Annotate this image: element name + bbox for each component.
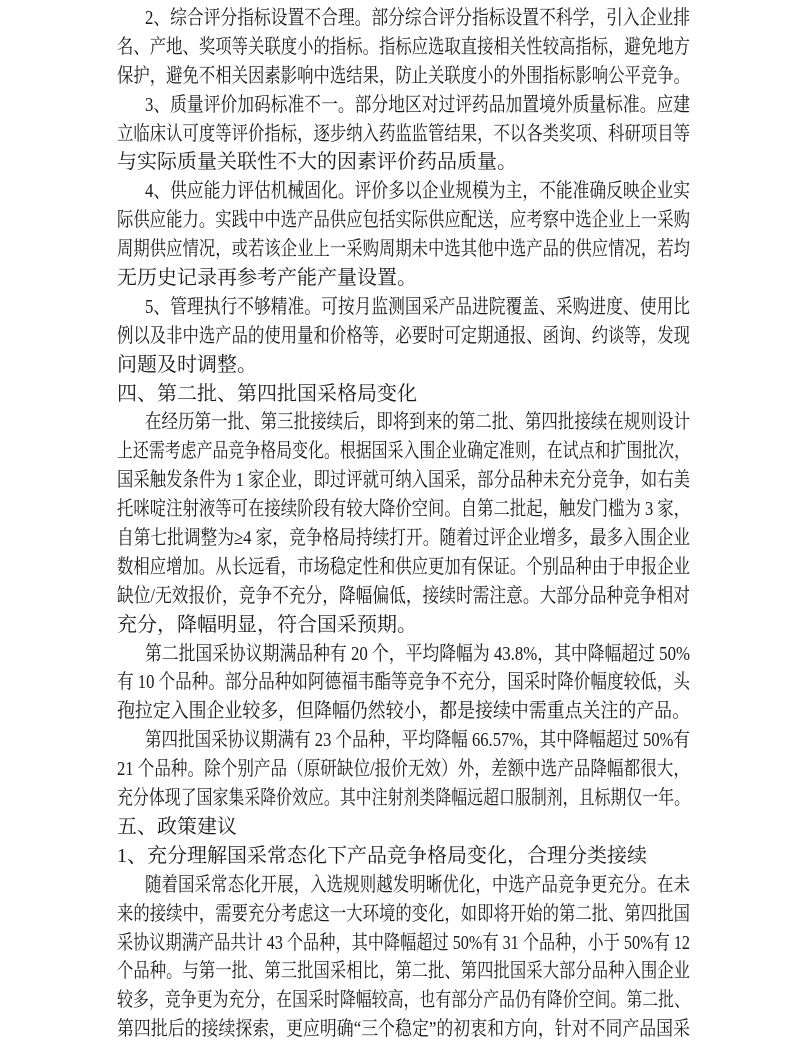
heading-line	[117, 842, 690, 871]
paragraph-line	[117, 611, 690, 640]
text-run: 第四批后的接续探索，更应明确“三个稳定”的初衷和方向，针对不同产品国采	[117, 1018, 690, 1041]
paragraph-line	[117, 755, 690, 784]
text-run: 2、综合评分指标设置不合理。部分综合评分指标设置不科学，引入企业排	[145, 7, 690, 29]
paragraph-line	[117, 293, 690, 322]
text-run: 无历史记录再参考产能产量设置。	[117, 267, 417, 290]
text-run: 国采触发条件为 1 家企业，即过评就可纳入国采，部分品种未充分竞争，如右美	[117, 469, 690, 492]
paragraph-line	[117, 322, 690, 351]
paragraph-line	[117, 437, 690, 466]
paragraph-line	[117, 726, 690, 755]
paragraph-line	[117, 495, 690, 524]
text-run: 名、产地、奖项等关联度小的指标。指标应选取直接相关性较高指标，避免地方	[117, 35, 690, 58]
paragraph-line	[117, 4, 690, 33]
paragraph-line	[117, 408, 690, 437]
document-body	[117, 4, 690, 1044]
paragraph-line	[117, 957, 690, 986]
text-run: 21 个品种。除个别产品（原研缺位/报价无效）外，差额中选产品降幅都很大，	[117, 758, 690, 781]
paragraph-line	[117, 697, 690, 726]
paragraph-line	[117, 177, 690, 206]
text-run: 自第七批调整为≥4 家，竞争格局持续打开。随着过评企业增多，最多入围企业	[117, 527, 690, 550]
paragraph-line	[117, 33, 690, 62]
text-run: 采协议期满产品共计 43 个品种，其中降幅超过 50%有 31 个品种，小于 50%有 12	[117, 931, 690, 954]
text-run: 际供应能力。实践中中选产品供应包括实际供应配送，应考察中选企业上一采购	[117, 209, 690, 232]
text-run: 上还需考虑产品竞争格局变化。根据国采入围企业确定准则，在试点和扩围批次，	[117, 440, 690, 463]
text-run: 数相应增加。从长远看，市场稳定性和供应更加有保证。个别品种由于申报企业	[117, 555, 690, 578]
text-run: 随着国采常态化开展，入选规则越发明晰优化，中选产品竞争更充分。在未	[145, 873, 690, 896]
paragraph-line	[117, 986, 690, 1015]
paragraph-line	[117, 1015, 690, 1044]
paragraph-line	[117, 553, 690, 582]
text-run: 缺位/无效报价，竞争不充分，降幅偏低，接续时需注意。大部分品种竞争相对	[117, 584, 690, 607]
paragraph-line	[117, 351, 690, 380]
paragraph-line	[117, 668, 690, 697]
text-run: 第二批国采协议期满品种有 20 个，平均降幅为 43.8%，其中降幅超过 50%	[145, 642, 690, 665]
text-run: 1、充分理解国采常态化下产品竞争格局变化，合理分类接续	[117, 844, 647, 867]
text-run: 5、管理执行不够精准。可按月监测国采产品进院覆盖、采购进度、使用比	[145, 295, 690, 318]
paragraph-line	[117, 62, 690, 91]
paragraph-line	[117, 120, 690, 149]
text-run: 在经历第一批、第三批接续后，即将到来的第二批、第四批接续在规则设计	[145, 411, 690, 434]
paragraph-line	[117, 871, 690, 900]
paragraph-line	[117, 582, 690, 611]
text-run: 五、政策建议	[117, 815, 237, 838]
text-run: 来的接续中，需要充分考虑这一大环境的变化，如即将开始的第二批、第四批国	[117, 902, 690, 925]
heading-line	[117, 380, 690, 409]
text-run: 立临床认可度等评价指标，逐步纳入药监监管结果，不以各类奖项、科研项目等	[117, 122, 690, 145]
paragraph-line	[117, 91, 690, 120]
paragraph-line	[117, 148, 690, 177]
text-run: 充分体现了国家集采降价效应。其中注射剂类降幅远超口服制剂，且标期仅一年。	[117, 787, 690, 810]
heading-line	[117, 813, 690, 842]
text-run: 托咪啶注射液等可在接续阶段有较大降价空间。自第二批起，触发门槛为 3 家，	[117, 498, 690, 521]
text-run: 4、供应能力评估机械固化。评价多以企业规模为主，不能准确反映企业实	[145, 180, 690, 203]
text-run: 充分，降幅明显，符合国采预期。	[117, 613, 417, 636]
text-run: 四、第二批、第四批国采格局变化	[117, 382, 417, 405]
text-run: 较多，竞争更为充分，在国采时降幅较高，也有部分产品仍有降价空间。第二批、	[117, 989, 690, 1012]
text-run: 保护，避免不相关因素影响中选结果，防止关联度小的外围指标影响公平竞争。	[117, 64, 690, 87]
text-run: 第四批国采协议期满有 23 个品种，平均降幅 66.57%，其中降幅超过 50%有	[145, 729, 690, 752]
paragraph-line	[117, 900, 690, 929]
paragraph-line	[117, 235, 690, 264]
text-run: 与实际质量关联性不大的因素评价药品质量。	[117, 151, 517, 174]
text-run: 问题及时调整。	[117, 353, 257, 376]
paragraph-line	[117, 929, 690, 958]
text-run: 3、质量评价加码标准不一。部分地区对过评药品加置境外质量标准。应建	[145, 93, 690, 116]
paragraph-line	[117, 524, 690, 553]
text-run: 个品种。与第一批、第三批国采相比，第二批、第四批国采大部分品种入围企业	[117, 960, 690, 983]
paragraph-line	[117, 264, 690, 293]
paragraph-line	[117, 206, 690, 235]
paragraph-line	[117, 784, 690, 813]
text-run: 例以及非中选产品的使用量和价格等，必要时可定期通报、函询、约谈等，发现	[117, 324, 690, 347]
text-run: 孢拉定入围企业较多，但降幅仍然较小，都是接续中需重点关注的产品。	[117, 700, 690, 723]
paragraph-line	[117, 466, 690, 495]
text-run: 周期供应情况，或若该企业上一采购周期未中选其他中选产品的供应情况，若均	[117, 238, 690, 261]
text-run: 有 10 个品种。部分品种如阿德福韦酯等竞争不充分，国采时降价幅度较低，头	[117, 671, 690, 694]
paragraph-line	[117, 640, 690, 669]
